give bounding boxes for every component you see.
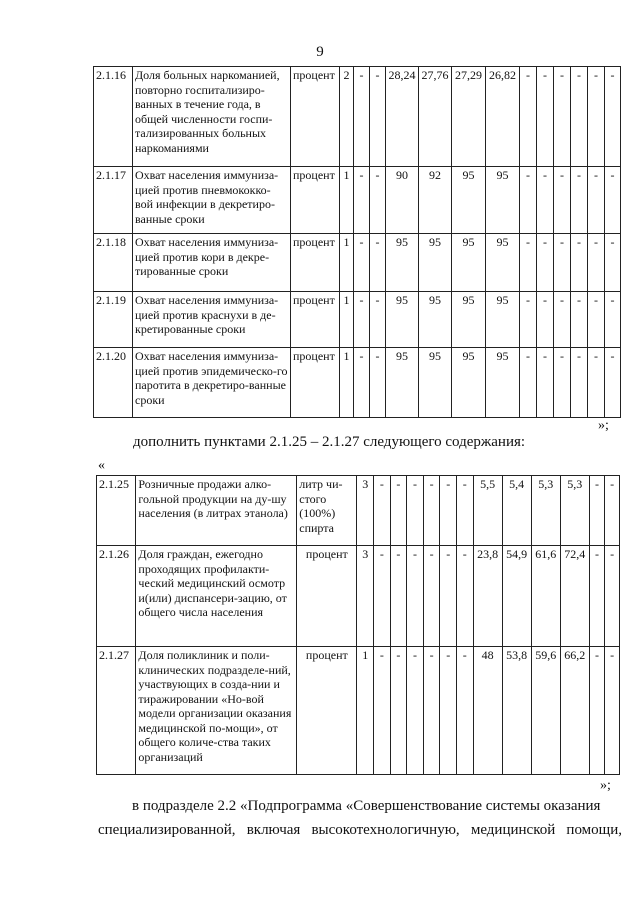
row-cell: - [370, 292, 386, 348]
row-cell: - [605, 292, 621, 348]
row-unit: литр чи-стого (100%) спирта [297, 476, 357, 546]
row-value: 54,9 [502, 546, 531, 647]
row-cell: - [588, 292, 605, 348]
row-code: 2.1.19 [94, 292, 133, 348]
row-cell: - [589, 647, 605, 775]
closing-quote: »; [598, 418, 609, 433]
row-cell: - [554, 67, 571, 167]
row-cell: - [589, 476, 605, 546]
row-name: Охват населения иммуниза-цией против пневмококко-вой инфекции в декретиро-ванные сроки [133, 167, 291, 234]
row-unit: процент [297, 647, 357, 775]
row-value: 27,29 [452, 67, 486, 167]
row-cell: - [520, 348, 537, 418]
row-value: 95 [419, 348, 452, 418]
row-value: 5,3 [531, 476, 560, 546]
row-cell: - [537, 67, 554, 167]
row-cell: - [440, 476, 457, 546]
row-value: 26,82 [486, 67, 520, 167]
row-unit: процент [291, 292, 340, 348]
row-cell: - [571, 234, 588, 292]
row-cell: - [354, 234, 370, 292]
row-value: 95 [386, 234, 419, 292]
row-cell: - [571, 292, 588, 348]
row-cell: - [520, 234, 537, 292]
row-cell: - [605, 234, 621, 292]
row-cell: - [370, 348, 386, 418]
row-cell: 1 [340, 292, 354, 348]
row-code: 2.1.26 [97, 546, 136, 647]
row-value: 5,5 [473, 476, 502, 546]
row-cell: - [554, 234, 571, 292]
row-value: 95 [486, 292, 520, 348]
row-cell: - [571, 348, 588, 418]
row-value: 92 [419, 167, 452, 234]
row-value: 95 [452, 167, 486, 234]
row-name: Доля граждан, ежегодно проходящих профилакти-ческий медицинский осмотр и(или) диспансери-зацию, от общего числа населения [136, 546, 297, 647]
row-name: Охват населения иммуниза-цией против эпидемическо-го паротита в декретиро-ванные сроки [133, 348, 291, 418]
row-cell: - [571, 167, 588, 234]
row-cell: - [370, 234, 386, 292]
row-cell: - [554, 292, 571, 348]
row-cell: - [537, 234, 554, 292]
indicators-table-1 [93, 66, 621, 418]
row-unit: процент [291, 167, 340, 234]
row-cell: - [605, 476, 620, 546]
row-cell: - [354, 348, 370, 418]
row-cell: - [605, 647, 620, 775]
row-value: 95 [452, 234, 486, 292]
row-cell: 1 [340, 234, 354, 292]
row-value: 95 [452, 292, 486, 348]
row-code: 2.1.25 [97, 476, 136, 546]
row-cell: - [440, 647, 457, 775]
row-cell: - [374, 546, 391, 647]
row-name: Розничные продажи алко-гольной продукции на ду-шу населения (в литрах этанола) [136, 476, 297, 546]
row-value: 95 [486, 167, 520, 234]
row-cell: - [588, 167, 605, 234]
row-value: 48 [473, 647, 502, 775]
row-name: Охват населения иммуниза-цией против кори в декре-тированные сроки [133, 234, 291, 292]
row-cell: - [354, 167, 370, 234]
row-value: 90 [386, 167, 419, 234]
row-value: 59,6 [531, 647, 560, 775]
paragraph-line: в подразделе 2.2 «Подпрограмма «Совершенствование системы оказания [132, 798, 601, 814]
row-unit: процент [297, 546, 357, 647]
page-number: 9 [316, 44, 324, 60]
row-cell: - [440, 546, 457, 647]
row-value: 95 [386, 348, 419, 418]
row-cell: - [537, 292, 554, 348]
table-row [97, 647, 620, 775]
row-cell: - [605, 67, 621, 167]
row-value: 72,4 [560, 546, 589, 647]
row-cell: - [407, 476, 424, 546]
row-cell: - [354, 292, 370, 348]
row-value: 95 [419, 234, 452, 292]
row-cell: - [374, 647, 391, 775]
opening-quote: « [98, 458, 105, 473]
row-cell: - [370, 67, 386, 167]
row-cell: - [456, 476, 473, 546]
row-cell: - [588, 348, 605, 418]
row-cell: - [370, 167, 386, 234]
table-row [94, 348, 621, 418]
row-cell: - [390, 546, 407, 647]
row-cell: 3 [357, 546, 374, 647]
row-cell: - [520, 67, 537, 167]
row-cell: - [423, 546, 440, 647]
table-row [94, 292, 621, 348]
row-cell: - [390, 647, 407, 775]
row-unit: процент [291, 348, 340, 418]
table-row [94, 234, 621, 292]
row-cell: - [520, 292, 537, 348]
row-value: 27,76 [419, 67, 452, 167]
table-row [97, 476, 620, 546]
row-cell: - [423, 476, 440, 546]
paragraph-line: специализированной, включая высокотехнологичную, медицинской помощи, [98, 822, 622, 838]
add-items-text: дополнить пунктами 2.1.25 – 2.1.27 следующего содержания: [133, 434, 526, 450]
row-cell: - [588, 67, 605, 167]
row-value: 5,3 [560, 476, 589, 546]
row-unit: процент [291, 67, 340, 167]
row-value: 5,4 [502, 476, 531, 546]
row-cell: 3 [357, 476, 374, 546]
row-cell: - [456, 546, 473, 647]
row-cell: - [407, 546, 424, 647]
row-cell: - [520, 167, 537, 234]
row-value: 95 [452, 348, 486, 418]
row-cell: - [390, 476, 407, 546]
table-row [94, 67, 621, 167]
table-row [94, 167, 621, 234]
row-code: 2.1.20 [94, 348, 133, 418]
row-cell: - [423, 647, 440, 775]
row-value: 28,24 [386, 67, 419, 167]
table-row [97, 546, 620, 647]
row-cell: - [571, 67, 588, 167]
row-name: Доля больных наркоманией, повторно госпитализиро-ванных в течение года, в общей численности госпи-тализированных больных наркоманиями [133, 67, 291, 167]
row-cell: - [354, 67, 370, 167]
row-cell: 2 [340, 67, 354, 167]
row-cell: 1 [340, 348, 354, 418]
row-value: 23,8 [473, 546, 502, 647]
row-cell: - [589, 546, 605, 647]
row-value: 61,6 [531, 546, 560, 647]
row-name: Охват населения иммуниза-цией против краснухи в де-кретированные сроки [133, 292, 291, 348]
row-cell: - [605, 167, 621, 234]
row-cell: - [605, 546, 620, 647]
row-cell: 1 [357, 647, 374, 775]
row-cell: - [588, 234, 605, 292]
row-cell: - [374, 476, 391, 546]
row-name: Доля поликлиник и поли-клинических подразделе-ний, участвующих в созда-нии и тиражировании «Но-вой модели организации оказания медицинской по-мощи», от общего количе-ства таких организаций [136, 647, 297, 775]
row-cell: - [554, 167, 571, 234]
row-code: 2.1.18 [94, 234, 133, 292]
row-cell: - [537, 167, 554, 234]
row-cell: - [554, 348, 571, 418]
row-value: 66,2 [560, 647, 589, 775]
row-value: 53,8 [502, 647, 531, 775]
row-code: 2.1.27 [97, 647, 136, 775]
row-value: 95 [386, 292, 419, 348]
indicators-table-2 [96, 475, 620, 775]
row-cell: - [605, 348, 621, 418]
row-value: 95 [486, 348, 520, 418]
row-code: 2.1.16 [94, 67, 133, 167]
row-code: 2.1.17 [94, 167, 133, 234]
row-value: 95 [419, 292, 452, 348]
closing-quote: »; [600, 778, 611, 793]
row-value: 95 [486, 234, 520, 292]
row-cell: - [456, 647, 473, 775]
row-unit: процент [291, 234, 340, 292]
row-cell: - [407, 647, 424, 775]
row-cell: - [537, 348, 554, 418]
row-cell: 1 [340, 167, 354, 234]
